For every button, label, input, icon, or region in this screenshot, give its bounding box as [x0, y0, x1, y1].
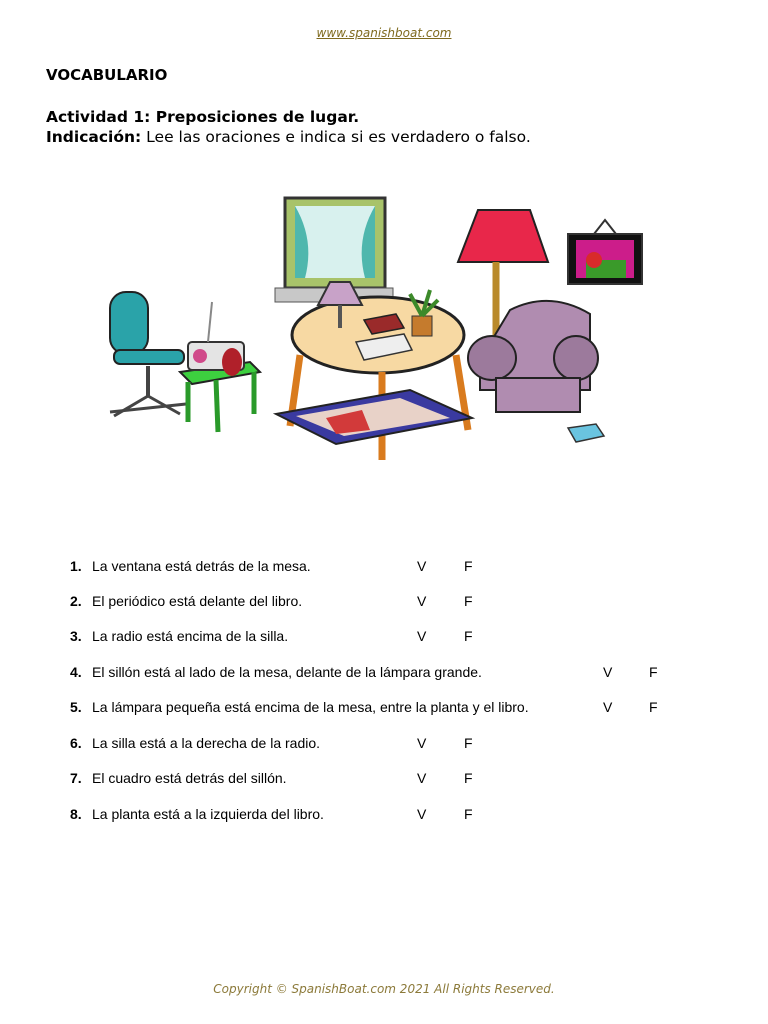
false-option[interactable]: F — [464, 770, 473, 786]
living-room-illustration — [100, 190, 660, 470]
false-option[interactable]: F — [464, 593, 473, 609]
instruction-label: Indicación: — [46, 128, 142, 146]
true-option[interactable]: V — [603, 699, 613, 715]
question-number: 5. — [70, 699, 82, 715]
true-option[interactable]: V — [603, 664, 613, 680]
copyright-footer: Copyright © SpanishBoat.com 2021 All Rights Reserved. — [213, 982, 555, 996]
instruction-text: Lee las oraciones e indica si es verdadero o falso. — [141, 128, 531, 146]
true-option[interactable]: V — [417, 628, 427, 644]
question-4 — [70, 664, 482, 680]
question-text: La lámpara pequeña está encima de la mesa, entre la planta y el libro. — [92, 699, 529, 715]
question-number: 3. — [70, 628, 82, 644]
question-3 — [70, 628, 288, 644]
question-2 — [70, 593, 302, 609]
site-link[interactable]: www.spanishboat.com — [316, 26, 452, 40]
false-option[interactable]: F — [464, 628, 473, 644]
instruction — [46, 128, 531, 146]
question-text: El cuadro está detrás del sillón. — [92, 770, 287, 786]
true-option[interactable]: V — [417, 593, 427, 609]
question-number: 4. — [70, 664, 82, 680]
question-text: La silla está a la derecha de la radio. — [92, 735, 321, 751]
question-number: 2. — [70, 593, 82, 609]
question-1 — [70, 558, 311, 574]
question-8 — [70, 806, 324, 822]
question-text: La radio está encima de la silla. — [92, 628, 289, 644]
question-number: 6. — [70, 735, 82, 751]
true-option[interactable]: V — [417, 770, 427, 786]
section-title: VOCABULARIO — [46, 66, 168, 84]
picture-frame-illustration — [568, 220, 642, 284]
true-option[interactable]: V — [417, 806, 427, 822]
true-option[interactable]: V — [417, 558, 427, 574]
armchair-illustration — [468, 301, 598, 412]
question-text: La ventana está detrás de la mesa. — [92, 558, 311, 574]
rug-illustration — [276, 390, 472, 444]
false-option[interactable]: F — [649, 664, 658, 680]
question-text: El sillón está al lado de la mesa, delante de la lámpara grande. — [92, 664, 482, 680]
chair-illustration — [110, 292, 186, 416]
question-number: 1. — [70, 558, 82, 574]
question-number: 7. — [70, 770, 82, 786]
side-table-illustration — [180, 302, 260, 432]
question-number: 8. — [70, 806, 82, 822]
false-option[interactable]: F — [464, 735, 473, 751]
question-6 — [70, 735, 320, 751]
question-text: El periódico está delante del libro. — [92, 593, 303, 609]
true-option[interactable]: V — [417, 735, 427, 751]
false-option[interactable]: F — [464, 806, 473, 822]
question-7 — [70, 770, 287, 786]
question-5 — [70, 699, 529, 715]
false-option[interactable]: F — [649, 699, 658, 715]
question-text: La planta está a la izquierda del libro. — [92, 806, 324, 822]
activity-title: Actividad 1: Preposiciones de lugar. — [46, 108, 360, 126]
magazine-illustration — [568, 424, 604, 442]
false-option[interactable]: F — [464, 558, 473, 574]
